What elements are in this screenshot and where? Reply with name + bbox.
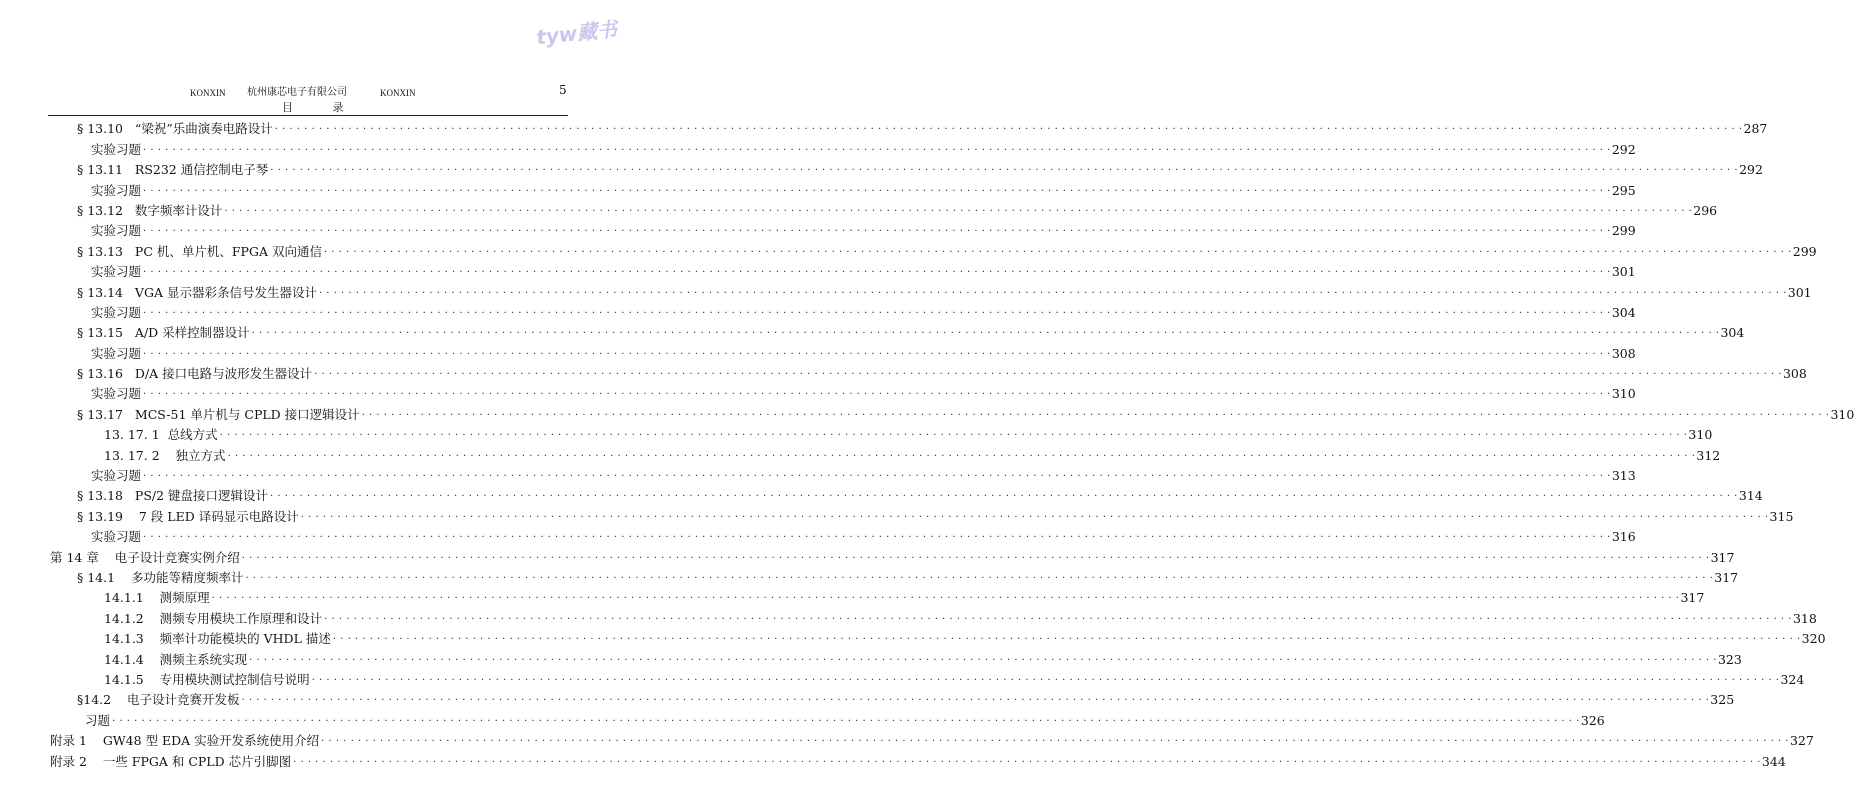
toc-entry-title: 实验习题 [91, 182, 142, 198]
dot-leader: . . . . . . . . . . . . . . . . . . . . . . . . . . . . . . . . . . . . . . . . . . . . . . . . . . . . . . . . . . . . . . . . . . . . . . . . . . . . . . . . . . . . . . . . . . . . . . . . . . . . . . . . . . . . . . . . . . . . . . . . . . . . . . . . . . . . . . . . . . . . . . . . . . . . . . . . . . . . . . . . . . . . . . . . . . . . . . . . . . . . . . . . . . . . . . . . . . . . . . . . [274, 121, 1743, 133]
toc-entry-title: 14.1.2 测频专用模块工作原理和设计 [104, 610, 323, 626]
toc-entry[interactable] [0, 423, 1713, 443]
toc-entry[interactable] [0, 199, 1718, 219]
dot-leader: . . . . . . . . . . . . . . . . . . . . . . . . . . . . . . . . . . . . . . . . . . . . . . . . . . . . . . . . . . . . . . . . . . . . . . . . . . . . . . . . . . . . . . . . . . . . . . . . . . . . . . . . . . . . . . . . . . . . . . . . . . . . . . . . . . . . . . . . . . . . . . . . . . . . . . . . . . . . . . . . . . . . . . . . . . . . . . . . . . . . . . . . . . . . . . . . . . . . . . . . [143, 182, 1611, 194]
toc-entry-title: 实验习题 [91, 223, 142, 239]
toc-entry-title: 实验习题 [91, 345, 142, 361]
toc-entry-title: 附录 1 GW48 型 EDA 实验开发系统使用介绍 [50, 733, 320, 749]
dot-leader: . . . . . . . . . . . . . . . . . . . . . . . . . . . . . . . . . . . . . . . . . . . . . . . . . . . . . . . . . . . . . . . . . . . . . . . . . . . . . . . . . . . . . . . . . . . . . . . . . . . . . . . . . . . . . . . . . . . . . . . . . . . . . . . . . . . . . . . . . . . . . . . . . . . . . . . . . . . . . . . . . . . . . . . . . . . . . . . . . . . . . . . . . . . . . . . . . . . . . . . . [314, 366, 1782, 378]
toc-entry[interactable] [0, 688, 1735, 708]
toc-entry-title: § 13.15 A/D 采样控制器设计 [77, 325, 250, 341]
toc-entry-title: 实验习题 [91, 529, 142, 545]
toc-entry-page: 299 [1611, 223, 1636, 239]
toc-entry-title: 附录 2 一些 FPGA 和 CPLD 芯片引脚图 [50, 753, 292, 769]
dot-leader: . . . . . . . . . . . . . . . . . . . . . . . . . . . . . . . . . . . . . . . . . . . . . . . . . . . . . . . . . . . . . . . . . . . . . . . . . . . . . . . . . . . . . . . . . . . . . . . . . . . . . . . . . . . . . . . . . . . . . . . . . . . . . . . . . . . . . . . . . . . . . . . . . . . . . . . . . . . . . . . . . . . . . . . . . . . . . . . . . . . . . . . . . . . . . . . . . . . . . . . . [323, 243, 1792, 255]
toc-entry-title: 实验习题 [91, 264, 142, 280]
toc-entry[interactable] [0, 219, 1636, 239]
dot-leader: . . . . . . . . . . . . . . . . . . . . . . . . . . . . . . . . . . . . . . . . . . . . . . . . . . . . . . . . . . . . . . . . . . . . . . . . . . . . . . . . . . . . . . . . . . . . . . . . . . . . . . . . . . . . . . . . . . . . . . . . . . . . . . . . . . . . . . . . . . . . . . . . . . . . . . . . . . . . . . . . . . . . . . . . . . . . . . . . . . . . . . . . . . . . . . . . . . . . . . . . [143, 304, 1611, 316]
header-brand-left: KONXIN [190, 88, 226, 98]
toc-entry[interactable] [0, 301, 1636, 321]
toc-entry-page: 308 [1782, 366, 1807, 382]
toc-entry-page: 308 [1611, 345, 1636, 361]
toc-entry-title: § 13.12 数字频率计设计 [77, 202, 223, 218]
toc-entry-page: 324 [1780, 671, 1805, 687]
dot-leader: . . . . . . . . . . . . . . . . . . . . . . . . . . . . . . . . . . . . . . . . . . . . . . . . . . . . . . . . . . . . . . . . . . . . . . . . . . . . . . . . . . . . . . . . . . . . . . . . . . . . . . . . . . . . . . . . . . . . . . . . . . . . . . . . . . . . . . . . . . . . . . . . . . . . . . . . . . . . . . . . . . . . . . . . . . . . . . . . . . . . . . . . . . . . . . . . . . . . . . . . [143, 345, 1611, 357]
toc-entry-page: 326 [1580, 712, 1605, 728]
toc-entry-page: 318 [1792, 610, 1817, 626]
dot-leader: . . . . . . . . . . . . . . . . . . . . . . . . . . . . . . . . . . . . . . . . . . . . . . . . . . . . . . . . . . . . . . . . . . . . . . . . . . . . . . . . . . . . . . . . . . . . . . . . . . . . . . . . . . . . . . . . . . . . . . . . . . . . . . . . . . . . . . . . . . . . . . . . . . . . . . . . . . . . . . . . . . . . . . . . . . . . . . . . . . . . . . . . . . . . . . . . . . . . . . . . [143, 264, 1611, 276]
toc-entry-page: 310 [1688, 427, 1713, 443]
dot-leader: . . . . . . . . . . . . . . . . . . . . . . . . . . . . . . . . . . . . . . . . . . . . . . . . . . . . . . . . . . . . . . . . . . . . . . . . . . . . . . . . . . . . . . . . . . . . . . . . . . . . . . . . . . . . . . . . . . . . . . . . . . . . . . . . . . . . . . . . . . . . . . . . . . . . . . . . . . . . . . . . . . . . . . . . . . . . . . . . . . . . . . . . . . . . . . . . . . . . . . . . [143, 223, 1611, 235]
toc-entry[interactable] [0, 586, 1705, 606]
toc-entry-page: 310 [1830, 406, 1854, 422]
toc-entry-title: 实验习题 [91, 304, 142, 320]
toc-entry-title: 13. 17. 2 独立方式 [104, 447, 226, 463]
dot-leader: . . . . . . . . . . . . . . . . . . . . . . . . . . . . . . . . . . . . . . . . . . . . . . . . . . . . . . . . . . . . . . . . . . . . . . . . . . . . . . . . . . . . . . . . . . . . . . . . . . . . . . . . . . . . . . . . . . . . . . . . . . . . . . . . . . . . . . . . . . . . . . . . . . . . . . . . . . . . . . . . . . . . . . . . . . . . . . . . . . . . . . . . . . . . . . . . . . . . . . . . [143, 141, 1611, 153]
toc-entry-page: 292 [1611, 141, 1636, 157]
toc-entry[interactable] [0, 178, 1636, 198]
toc-entry[interactable] [0, 749, 1786, 769]
dot-leader: . . . . . . . . . . . . . . . . . . . . . . . . . . . . . . . . . . . . . . . . . . . . . . . . . . . . . . . . . . . . . . . . . . . . . . . . . . . . . . . . . . . . . . . . . . . . . . . . . . . . . . . . . . . . . . . . . . . . . . . . . . . . . . . . . . . . . . . . . . . . . . . . . . . . . . . . . . . . . . . . . . . . . . . . . . . . . . . . . . . . . . . . . . . . . . . . . . . . . . . . [224, 202, 1693, 214]
toc-entry-page: 296 [1693, 202, 1718, 218]
toc-entry[interactable] [0, 729, 1814, 749]
page-number: 5 [559, 83, 567, 97]
toc-entry-page: 312 [1696, 447, 1721, 463]
toc-entry[interactable] [0, 627, 1826, 647]
toc-entry-title: 实验习题 [91, 386, 142, 402]
toc-entry-page: 327 [1789, 733, 1814, 749]
contents-title: 目 录 [282, 101, 362, 114]
toc-entry-page: 316 [1611, 529, 1636, 545]
toc-entry-page: 301 [1611, 264, 1636, 280]
toc-entry-page: 317 [1714, 569, 1739, 585]
toc-entry[interactable] [0, 545, 1735, 565]
toc-entry-page: 304 [1611, 304, 1636, 320]
dot-leader: . . . . . . . . . . . . . . . . . . . . . . . . . . . . . . . . . . . . . . . . . . . . . . . . . . . . . . . . . . . . . . . . . . . . . . . . . . . . . . . . . . . . . . . . . . . . . . . . . . . . . . . . . . . . . . . . . . . . . . . . . . . . . . . . . . . . . . . . . . . . . . . . . . . . . . . . . . . . . . . . . . . . . . . . . . . . . . . . . . . . . . . . . . . . . . . . . . . . . . . . [227, 447, 1696, 459]
toc-entry-page: 292 [1739, 162, 1763, 178]
toc-entry-title: § 13.17 MCS-51 单片机与 CPLD 接口逻辑设计 [77, 406, 360, 422]
toc-entry-title: 实验习题 [91, 468, 142, 484]
watermark-text: tyw藏书 [535, 16, 619, 50]
dot-leader: . . . . . . . . . . . . . . . . . . . . . . . . . . . . . . . . . . . . . . . . . . . . . . . . . . . . . . . . . . . . . . . . . . . . . . . . . . . . . . . . . . . . . . . . . . . . . . . . . . . . . . . . . . . . . . . . . . . . . . . . . . . . . . . . . . . . . . . . . . . . . . . . . . . . . . . . . . . . . . . . . . . . . . . . . . . . . . . . . . . . . . . . . . . . . . . . . . . . . . . . [293, 753, 1761, 765]
toc-entry-title: §14.2 电子设计竞赛开发板 [77, 692, 240, 708]
toc-entry-page: 310 [1611, 386, 1636, 402]
toc-entry-page: 344 [1761, 753, 1786, 769]
toc-entry[interactable] [0, 158, 1763, 178]
dot-leader: . . . . . . . . . . . . . . . . . . . . . . . . . . . . . . . . . . . . . . . . . . . . . . . . . . . . . . . . . . . . . . . . . . . . . . . . . . . . . . . . . . . . . . . . . . . . . . . . . . . . . . . . . . . . . . . . . . . . . . . . . . . . . . . . . . . . . . . . . . . . . . . . . . . . . . . . . . . . . . . . . . . . . . . . . . . . . . . . . . . . . . . . . . . . . . . . . . . . . . . . [361, 406, 1830, 418]
toc-entry[interactable] [0, 606, 1817, 626]
toc-entry[interactable] [0, 566, 1739, 586]
toc-entry[interactable] [0, 647, 1742, 667]
dot-leader: . . . . . . . . . . . . . . . . . . . . . . . . . . . . . . . . . . . . . . . . . . . . . . . . . . . . . . . . . . . . . . . . . . . . . . . . . . . . . . . . . . . . . . . . . . . . . . . . . . . . . . . . . . . . . . . . . . . . . . . . . . . . . . . . . . . . . . . . . . . . . . . . . . . . . . . . . . . . . . . . . . . . . . . . . . . . . . . . . . . . . . . . . . . . . . . . . . . . . . . . [211, 590, 1680, 602]
toc-entry[interactable] [0, 443, 1721, 463]
toc-entry-title: § 13.11 RS232 通信控制电子琴 [77, 162, 269, 178]
toc-entry-page: 295 [1611, 182, 1636, 198]
header-company: 杭州康芯电子有限公司 [247, 87, 347, 98]
toc-entry-page: 320 [1801, 631, 1826, 647]
toc-entry[interactable] [0, 280, 1812, 300]
dot-leader: . . . . . . . . . . . . . . . . . . . . . . . . . . . . . . . . . . . . . . . . . . . . . . . . . . . . . . . . . . . . . . . . . . . . . . . . . . . . . . . . . . . . . . . . . . . . . . . . . . . . . . . . . . . . . . . . . . . . . . . . . . . . . . . . . . . . . . . . . . . . . . . . . . . . . . . . . . . . . . . . . . . . . . . . . . . . . . . . . . . . . . . . . . . . . . . . . . . . . . . . [143, 468, 1611, 480]
toc-entry-page: 313 [1611, 468, 1636, 484]
toc-entry[interactable] [0, 137, 1636, 157]
watermark-logo [528, 12, 628, 52]
dot-leader: . . . . . . . . . . . . . . . . . . . . . . . . . . . . . . . . . . . . . . . . . . . . . . . . . . . . . . . . . . . . . . . . . . . . . . . . . . . . . . . . . . . . . . . . . . . . . . . . . . . . . . . . . . . . . . . . . . . . . . . . . . . . . . . . . . . . . . . . . . . . . . . . . . . . . . . . . . . . . . . . . . . . . . . . . . . . . . . . . . . . . . . . . . . . . . . . . . . . . . . . [241, 549, 1710, 561]
running-header [0, 85, 636, 101]
toc-entry-title: § 13.16 D/A 接口电路与波形发生器设计 [77, 366, 313, 382]
toc-entry-page: 315 [1769, 508, 1794, 524]
dot-leader: . . . . . . . . . . . . . . . . . . . . . . . . . . . . . . . . . . . . . . . . . . . . . . . . . . . . . . . . . . . . . . . . . . . . . . . . . . . . . . . . . . . . . . . . . . . . . . . . . . . . . . . . . . . . . . . . . . . . . . . . . . . . . . . . . . . . . . . . . . . . . . . . . . . . . . . . . . . . . . . . . . . . . . . . . . . . . . . . . . . . . . . . . . . . . . . . . . . . . . . . [300, 508, 1769, 520]
toc-entry-title: § 13.19 7 段 LED 译码显示电路设计 [77, 508, 299, 524]
toc-entry[interactable] [0, 321, 1745, 341]
toc-entry-title: 第 14 章 电子设计竞赛实例介绍 [50, 549, 240, 565]
toc-entry[interactable] [0, 260, 1636, 280]
toc-entry[interactable] [0, 117, 1768, 137]
dot-leader: . . . . . . . . . . . . . . . . . . . . . . . . . . . . . . . . . . . . . . . . . . . . . . . . . . . . . . . . . . . . . . . . . . . . . . . . . . . . . . . . . . . . . . . . . . . . . . . . . . . . . . . . . . . . . . . . . . . . . . . . . . . . . . . . . . . . . . . . . . . . . . . . . . . . . . . . . . . . . . . . . . . . . . . . . . . . . . . . . . . . . . . . . . . . . . . . . . . . . . . . [249, 651, 1717, 663]
toc-entry-title: 习题 [85, 712, 111, 728]
header-rule [48, 115, 568, 116]
toc-entry-title: § 13.10 “梁祝”乐曲演奏电路设计 [77, 121, 273, 137]
dot-leader: . . . . . . . . . . . . . . . . . . . . . . . . . . . . . . . . . . . . . . . . . . . . . . . . . . . . . . . . . . . . . . . . . . . . . . . . . . . . . . . . . . . . . . . . . . . . . . . . . . . . . . . . . . . . . . . . . . . . . . . . . . . . . . . . . . . . . . . . . . . . . . . . . . . . . . . . . . . . . . . . . . . . . . . . . . . . . . . . . . . . . . . . . . . . . . . . . . . . . . . . [143, 386, 1611, 398]
dot-leader: . . . . . . . . . . . . . . . . . . . . . . . . . . . . . . . . . . . . . . . . . . . . . . . . . . . . . . . . . . . . . . . . . . . . . . . . . . . . . . . . . . . . . . . . . . . . . . . . . . . . . . . . . . . . . . . . . . . . . . . . . . . . . . . . . . . . . . . . . . . . . . . . . . . . . . . . . . . . . . . . . . . . . . . . . . . . . . . . . . . . . . . . . . . . . . . . . . . . . . . . [143, 529, 1611, 541]
toc-entry-page: 304 [1720, 325, 1745, 341]
toc-entry-title: § 13.18 PS/2 键盘接口逻辑设计 [77, 488, 269, 504]
toc-entry-title: § 13.13 PC 机、单片机、FPGA 双向通信 [77, 243, 322, 259]
dot-leader: . . . . . . . . . . . . . . . . . . . . . . . . . . . . . . . . . . . . . . . . . . . . . . . . . . . . . . . . . . . . . . . . . . . . . . . . . . . . . . . . . . . . . . . . . . . . . . . . . . . . . . . . . . . . . . . . . . . . . . . . . . . . . . . . . . . . . . . . . . . . . . . . . . . . . . . . . . . . . . . . . . . . . . . . . . . . . . . . . . . . . . . . . . . . . . . . . . . . . . . . [112, 712, 1580, 724]
dot-leader: . . . . . . . . . . . . . . . . . . . . . . . . . . . . . . . . . . . . . . . . . . . . . . . . . . . . . . . . . . . . . . . . . . . . . . . . . . . . . . . . . . . . . . . . . . . . . . . . . . . . . . . . . . . . . . . . . . . . . . . . . . . . . . . . . . . . . . . . . . . . . . . . . . . . . . . . . . . . . . . . . . . . . . . . . . . . . . . . . . . . . . . . . . . . . . . . . . . . . . . . [219, 427, 1688, 439]
toc-entry-title: 14.1.3 频率计功能模块的 VHDL 描述 [104, 631, 331, 647]
toc-entry-page: 317 [1710, 549, 1735, 565]
toc-entry[interactable] [0, 464, 1636, 484]
dot-leader: . . . . . . . . . . . . . . . . . . . . . . . . . . . . . . . . . . . . . . . . . . . . . . . . . . . . . . . . . . . . . . . . . . . . . . . . . . . . . . . . . . . . . . . . . . . . . . . . . . . . . . . . . . . . . . . . . . . . . . . . . . . . . . . . . . . . . . . . . . . . . . . . . . . . . . . . . . . . . . . . . . . . . . . . . . . . . . . . . . . . . . . . . . . . . . . . . . . . . . . . [321, 733, 1789, 745]
dot-leader: . . . . . . . . . . . . . . . . . . . . . . . . . . . . . . . . . . . . . . . . . . . . . . . . . . . . . . . . . . . . . . . . . . . . . . . . . . . . . . . . . . . . . . . . . . . . . . . . . . . . . . . . . . . . . . . . . . . . . . . . . . . . . . . . . . . . . . . . . . . . . . . . . . . . . . . . . . . . . . . . . . . . . . . . . . . . . . . . . . . . . . . . . . . . . . . . . . . . . . . . [270, 488, 1738, 500]
toc-entry-title: 13. 17. 1 总线方式 [104, 427, 218, 443]
toc-entry[interactable] [0, 708, 1605, 728]
toc-entry-page: 287 [1743, 121, 1768, 137]
toc-entry-page: 314 [1738, 488, 1763, 504]
toc-entry-title: 14.1.5 专用模块测试控制信号说明 [104, 671, 310, 687]
toc-entry-title: § 13.14 VGA 显示器彩条信号发生器设计 [77, 284, 317, 300]
toc-entry-page: 301 [1787, 284, 1812, 300]
toc-entry[interactable] [0, 525, 1636, 545]
toc-entry-title: 14.1.1 测频原理 [104, 590, 210, 606]
header-brand-right: KONXIN [380, 88, 416, 98]
toc-entry[interactable] [0, 504, 1794, 524]
dot-leader: . . . . . . . . . . . . . . . . . . . . . . . . . . . . . . . . . . . . . . . . . . . . . . . . . . . . . . . . . . . . . . . . . . . . . . . . . . . . . . . . . . . . . . . . . . . . . . . . . . . . . . . . . . . . . . . . . . . . . . . . . . . . . . . . . . . . . . . . . . . . . . . . . . . . . . . . . . . . . . . . . . . . . . . . . . . . . . . . . . . . . . . . . . . . . . . . . . . . . . . . [332, 631, 1801, 643]
toc-entry[interactable] [0, 402, 1854, 422]
toc-entry-title: § 14.1 多功能等精度频率计 [77, 569, 244, 585]
dot-leader: . . . . . . . . . . . . . . . . . . . . . . . . . . . . . . . . . . . . . . . . . . . . . . . . . . . . . . . . . . . . . . . . . . . . . . . . . . . . . . . . . . . . . . . . . . . . . . . . . . . . . . . . . . . . . . . . . . . . . . . . . . . . . . . . . . . . . . . . . . . . . . . . . . . . . . . . . . . . . . . . . . . . . . . . . . . . . . . . . . . . . . . . . . . . . . . . . . . . . . . . [324, 610, 1792, 622]
toc-entry[interactable] [0, 484, 1763, 504]
toc-entry[interactable] [0, 239, 1817, 259]
dot-leader: . . . . . . . . . . . . . . . . . . . . . . . . . . . . . . . . . . . . . . . . . . . . . . . . . . . . . . . . . . . . . . . . . . . . . . . . . . . . . . . . . . . . . . . . . . . . . . . . . . . . . . . . . . . . . . . . . . . . . . . . . . . . . . . . . . . . . . . . . . . . . . . . . . . . . . . . . . . . . . . . . . . . . . . . . . . . . . . . . . . . . . . . . . . . . . . . . . . . . . . . [270, 162, 1739, 174]
toc-entry[interactable] [0, 668, 1805, 688]
dot-leader: . . . . . . . . . . . . . . . . . . . . . . . . . . . . . . . . . . . . . . . . . . . . . . . . . . . . . . . . . . . . . . . . . . . . . . . . . . . . . . . . . . . . . . . . . . . . . . . . . . . . . . . . . . . . . . . . . . . . . . . . . . . . . . . . . . . . . . . . . . . . . . . . . . . . . . . . . . . . . . . . . . . . . . . . . . . . . . . . . . . . . . . . . . . . . . . . . . . . . . . . [245, 569, 1714, 581]
table-of-contents [0, 117, 1854, 770]
dot-leader: . . . . . . . . . . . . . . . . . . . . . . . . . . . . . . . . . . . . . . . . . . . . . . . . . . . . . . . . . . . . . . . . . . . . . . . . . . . . . . . . . . . . . . . . . . . . . . . . . . . . . . . . . . . . . . . . . . . . . . . . . . . . . . . . . . . . . . . . . . . . . . . . . . . . . . . . . . . . . . . . . . . . . . . . . . . . . . . . . . . . . . . . . . . . . . . . . . . . . . . . [311, 671, 1780, 683]
toc-entry-page: 299 [1792, 243, 1817, 259]
toc-entry-page: 323 [1717, 651, 1742, 667]
toc-entry[interactable] [0, 362, 1807, 382]
toc-entry[interactable] [0, 341, 1636, 361]
dot-leader: . . . . . . . . . . . . . . . . . . . . . . . . . . . . . . . . . . . . . . . . . . . . . . . . . . . . . . . . . . . . . . . . . . . . . . . . . . . . . . . . . . . . . . . . . . . . . . . . . . . . . . . . . . . . . . . . . . . . . . . . . . . . . . . . . . . . . . . . . . . . . . . . . . . . . . . . . . . . . . . . . . . . . . . . . . . . . . . . . . . . . . . . . . . . . . . . . . . . . . . . [251, 325, 1720, 337]
toc-entry-title: 实验习题 [91, 141, 142, 157]
toc-entry-title: 14.1.4 测频主系统实现 [104, 651, 248, 667]
toc-entry-page: 325 [1710, 692, 1735, 708]
dot-leader: . . . . . . . . . . . . . . . . . . . . . . . . . . . . . . . . . . . . . . . . . . . . . . . . . . . . . . . . . . . . . . . . . . . . . . . . . . . . . . . . . . . . . . . . . . . . . . . . . . . . . . . . . . . . . . . . . . . . . . . . . . . . . . . . . . . . . . . . . . . . . . . . . . . . . . . . . . . . . . . . . . . . . . . . . . . . . . . . . . . . . . . . . . . . . . . . . . . . . . . . [241, 692, 1710, 704]
toc-entry[interactable] [0, 382, 1636, 402]
dot-leader: . . . . . . . . . . . . . . . . . . . . . . . . . . . . . . . . . . . . . . . . . . . . . . . . . . . . . . . . . . . . . . . . . . . . . . . . . . . . . . . . . . . . . . . . . . . . . . . . . . . . . . . . . . . . . . . . . . . . . . . . . . . . . . . . . . . . . . . . . . . . . . . . . . . . . . . . . . . . . . . . . . . . . . . . . . . . . . . . . . . . . . . . . . . . . . . . . . . . . . . . [318, 284, 1787, 296]
toc-entry-page: 317 [1680, 590, 1705, 606]
